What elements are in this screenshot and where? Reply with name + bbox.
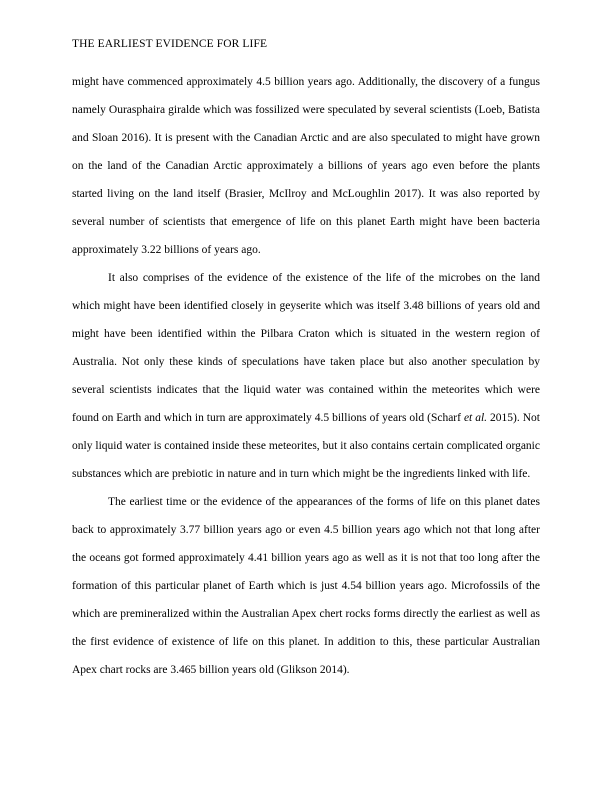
- running-head: THE EARLIEST EVIDENCE FOR LIFE: [72, 38, 268, 50]
- paragraph-1: might have commenced approximately 4.5 billion years ago. Additionally, the discovery of a fungus namely Ourasphaira giralde which was fossilized were speculated by several scientists (Loeb, Batista and Sloan 2016). It is present with the Canadian Arctic and are also speculated to might have grown on the land of the Canadian Arctic approximately a billions of years ago even before the plants started living on the land itself (Brasier, McIlroy and McLoughlin 2017). It was also reported by several number of scientists that emergence of life on this planet Earth might have been bacteria approximately 3.22 billions of years ago.: [72, 76, 540, 256]
- paragraph-2-text-a: It also comprises of the evidence of the existence of the life of the microbes on the land which might have been identified closely in geyserite which was itself 3.48 billions of years old and might have been identified within the Pilbara Craton which is situated in the western region of Australia. Not only these kinds of speculations have taken place but also another speculation by several scientists indicates that the liquid water was contained within the meteorites which were found on Earth and which in turn are approximately 4.5 billions of years old (Scharf: [72, 272, 540, 424]
- paragraph-2-et-al: et al.: [463, 412, 488, 424]
- paragraph-2-text-b: 2015). Not only liquid water is contained inside these meteorites, but it also contains certain complicated organic substances which are prebiotic in nature and in turn which might be the ingredients linked with life.: [72, 412, 540, 480]
- paragraph-2: [72, 264, 540, 488]
- body-text: [72, 68, 540, 684]
- paragraph-3: The earliest time or the evidence of the appearances of the forms of life on this planet dates back to approximately 3.77 billion years ago or even 4.5 billion years ago which not that long after the oceans got formed approximately 4.41 billion years ago as well as it is not that too long after the formation of this particular planet of Earth which is just 4.54 billion years ago. Microfossils of the which are premineralized within the Australian Apex chert rocks forms directly the earliest as well as the first evidence of existence of life on this planet. In addition to this, these particular Australian Apex chart rocks are 3.465 billion years old (Glikson 2014).: [72, 496, 540, 676]
